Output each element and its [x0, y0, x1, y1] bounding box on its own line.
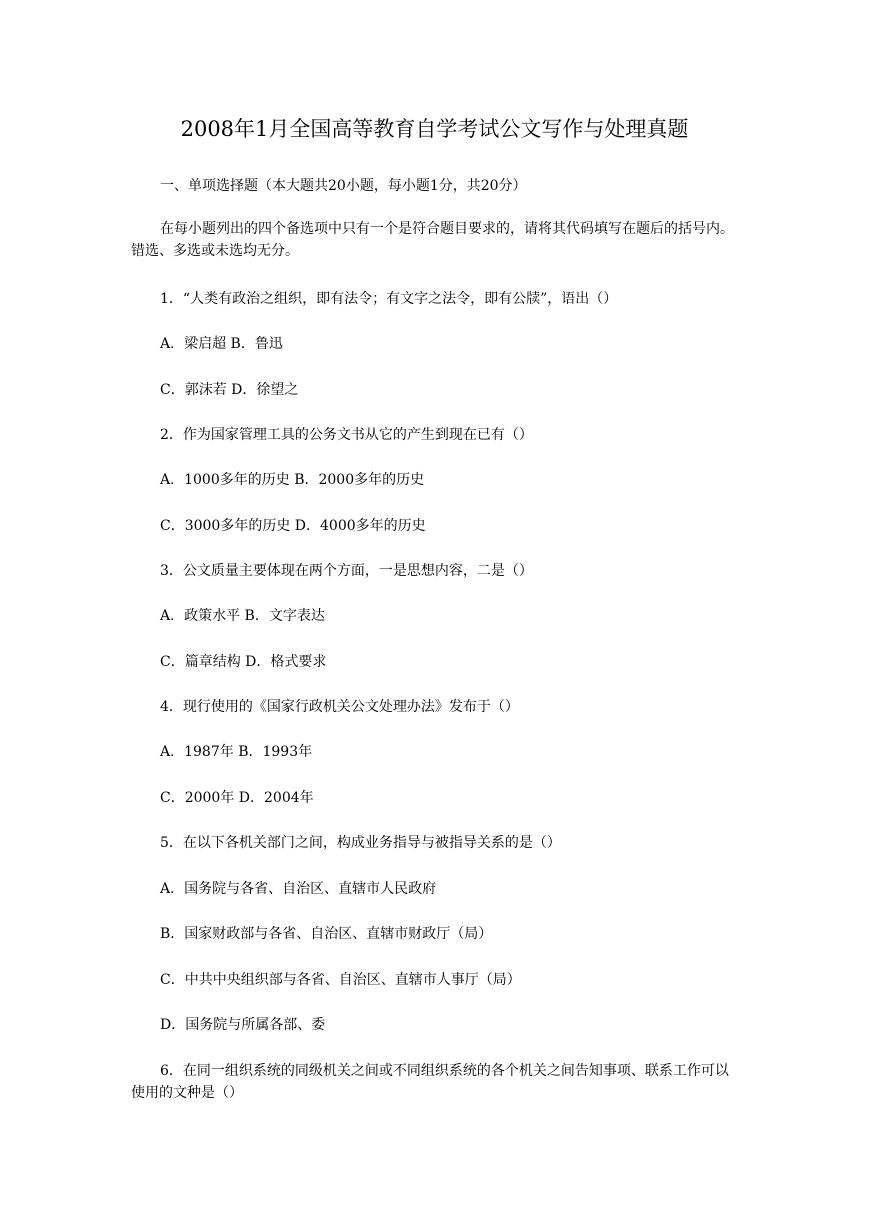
option-line: A．梁启超 B．鲁迅 — [160, 336, 283, 352]
question-stem: 4．现行使用的《国家行政机关公文处理办法》发布于（） — [160, 699, 519, 715]
option-line: A．1000多年的历史 B．2000多年的历史 — [160, 472, 425, 488]
option-line: C．2000年 D．2004年 — [160, 790, 314, 806]
question-stem: 2．作为国家管理工具的公务文书从它的产生到现在已有（） — [160, 427, 533, 443]
document-title: 2008年1月全国高等教育自学考试公文写作与处理真题 — [180, 117, 689, 141]
option-line: D．国务院与所属各部、委 — [160, 1017, 326, 1033]
option-line: C．中共中央组织部与各省、自治区、直辖市人事厅（局） — [160, 972, 521, 988]
option-line: B．国家财政部与各省、自治区、直辖市财政厅（局） — [160, 926, 493, 942]
question-stem: 1．“人类有政治之组织，即有法令；有文字之法令，即有公牍”，语出（） — [160, 291, 618, 307]
option-line: A．国务院与各省、自治区、直辖市人民政府 — [160, 881, 437, 897]
option-line: C．郭沫若 D．徐望之 — [160, 382, 299, 398]
option-line: C．篇章结构 D．格式要求 — [160, 654, 327, 670]
question-stem: 6．在同一组织系统的同级机关之间或不同组织系统的各个机关之间告知事项、联系工作可以使用的文种是（） — [131, 1063, 729, 1101]
question-stem: 3．公文质量主要体现在两个方面，一是思想内容，二是（） — [160, 563, 533, 579]
instructions-paragraph: 在每小题列出的四个备选项中只有一个是符合题目要求的，请将其代码填写在题后的括号内。错选、多选或未选均无分。 — [131, 221, 734, 259]
option-line: A．1987年 B．1993年 — [160, 744, 313, 760]
option-line: C．3000多年的历史 D．4000多年的历史 — [160, 518, 426, 534]
question-stem: 5．在以下各机关部门之间，构成业务指导与被指导关系的是（） — [160, 835, 561, 851]
option-line: A．政策水平 B．文字表达 — [160, 608, 325, 624]
section-heading: 一、单项选择题（本大题共20小题，每小题1分，共20分） — [160, 178, 527, 194]
